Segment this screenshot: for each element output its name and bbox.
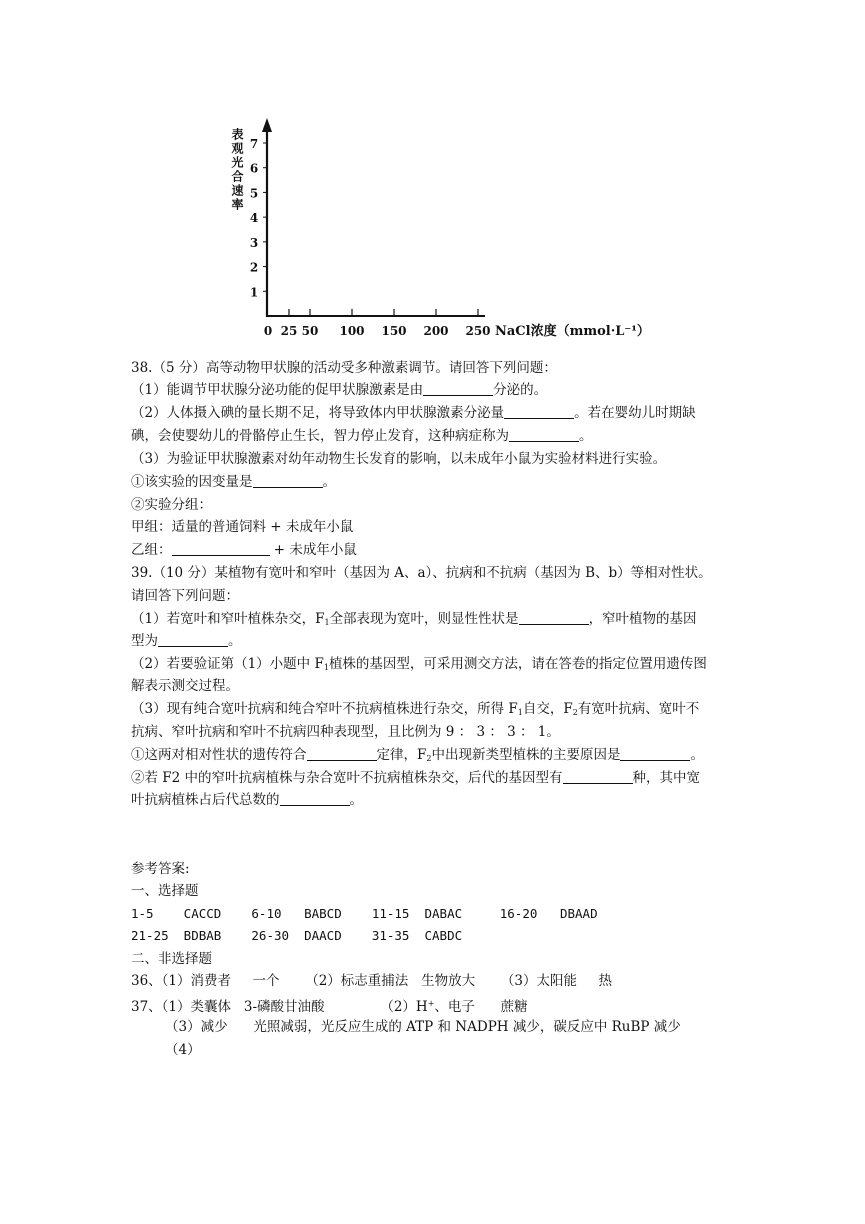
q39-part2: （2）若要验证第（1）小题中 $F_1$植株的基因型，可采用测交方法，请在答卷的指定位置用遗传图: [131, 656, 707, 672]
q38-part2: （2）人体摄入碘的量长期不足，将导致体内甲状腺激素分泌量 。若在婴幼儿时期缺: [131, 405, 696, 421]
answer-blank: [158, 632, 228, 647]
y-axis-arrow: [262, 118, 272, 132]
answer-blank: [620, 746, 690, 761]
answer-blank: [563, 769, 633, 784]
y-tick-label: 6: [249, 161, 259, 176]
answer-blank: [509, 427, 579, 442]
x-tick-label: 50: [301, 324, 319, 338]
y-tick-label: 2: [249, 260, 259, 275]
x-axis-title: NaCl浓度（mmol·L⁻¹）: [495, 324, 650, 339]
q39-part3-1: ①这两对相对性状的遗传符合 定律，$F_2$中出现新类型植株的主要原因是 。: [131, 747, 704, 763]
answer-blank: [519, 610, 589, 625]
y-tick-label: 7: [249, 137, 259, 151]
q38-part3: （3）为验证甲状腺激素对幼年动物生长发育的影响，以未成年小鼠为实验材料进行实验。: [131, 451, 667, 467]
y-title-text: 表观光合速率: [230, 128, 244, 212]
answer-blank: [280, 791, 350, 806]
y-tick-label: 3: [249, 235, 259, 250]
q39-part3-2: ②若 F2 中的窄叶抗病植株与杂合宽叶不抗病植株杂交，后代的基因型有 种，其中宽: [131, 770, 701, 786]
q39-part3-2-cont: 叶抗病植株占后代总数的 。: [131, 792, 363, 808]
chart-svg: [0, 0, 865, 350]
answers-section-1: 一、选择题: [131, 883, 199, 899]
y-tick-label: 5: [249, 186, 259, 201]
q38-part3-1: ①该实验的因变量是 。: [131, 474, 336, 490]
x-tick-label: 25: [280, 324, 298, 338]
answers-title: 参考答案:: [131, 861, 190, 877]
answers-row-1: 1-5 CACCD 6-10 BABCD 11-15 DABAC 16-20 DBAAD: [131, 906, 598, 921]
answer-37-part3: （3）减少 光照减弱，光反应生成的 ATP 和 NADPH 减少，碳反应中 RuBP 减少: [165, 1019, 681, 1035]
y-tick-label: 1: [249, 285, 259, 300]
x-tick-label: 150: [381, 324, 407, 338]
answer-blank: [423, 381, 493, 396]
q39-part1: （1）若宽叶和窄叶植株杂交，$F_1$全部表现为宽叶，则显性性状是 ，窄叶植物的基因: [131, 611, 697, 627]
answer-blank: [172, 541, 270, 556]
q38-part1: （1）能调节甲状腺分泌功能的促甲状腺激素是由 分泌的。: [131, 382, 548, 398]
q38-group-a: 甲组：适量的普通饲料 + 未成年小鼠: [131, 519, 354, 535]
x-tick-label: 250: [465, 324, 491, 338]
q38-part3-2: ②实验分组：: [131, 497, 212, 513]
answer-blank: [307, 746, 377, 761]
q39-part1-cont: 型为 。: [131, 633, 242, 649]
answers-section-2: 二、非选择题: [131, 951, 212, 967]
q38-heading: 38.（5 分）高等动物甲状腺的活动受多种激素调节。请回答下列问题：: [131, 360, 557, 376]
q39-part3-cont: 抗病、窄叶抗病和窄叶不抗病四种表现型，且比例为 9 ： 3 ： 3 ： 1。: [131, 724, 560, 740]
q39-heading: 39.（10 分）某植物有宽叶和窄叶（基因为 A、a）、抗病和不抗病（基因为 B、b）等相对性状。: [131, 565, 712, 581]
q39-part3: （3）现有纯合宽叶抗病和纯合窄叶不抗病植株进行杂交，所得 $F_1$自交，$F_2$有宽叶抗病、宽叶不: [131, 701, 700, 717]
answer-blank: [504, 404, 574, 419]
answer-37: 37、（1）类囊体 3-磷酸甘油酸 （2）H+、电子 蔗糖: [131, 999, 528, 1015]
x-tick-label: 100: [339, 324, 365, 338]
answer-blank: [253, 473, 323, 488]
x-tick-label: 0: [263, 324, 273, 338]
q39-part2-cont: 解表示测交过程。: [131, 678, 239, 694]
q38-part2-cont: 碘，会使婴幼儿的骨骼停止生长，智力停止发育，这种病症称为 。: [131, 428, 593, 444]
x-tick-label: 200: [423, 324, 449, 338]
answer-36: 36、（1）消费者 一个 （2）标志重捕法 生物放大 （3）太阳能 热: [131, 973, 612, 989]
y-tick-label: 4: [249, 211, 259, 226]
answer-37-part4: （4）: [165, 1042, 201, 1058]
q38-group-b: 乙组： + 未成年小鼠: [131, 542, 357, 558]
q39-heading-2: 请回答下列问题：: [131, 588, 239, 604]
answers-row-2: 21-25 BDBAB 26-30 DAACD 31-35 CABDC: [131, 928, 463, 943]
